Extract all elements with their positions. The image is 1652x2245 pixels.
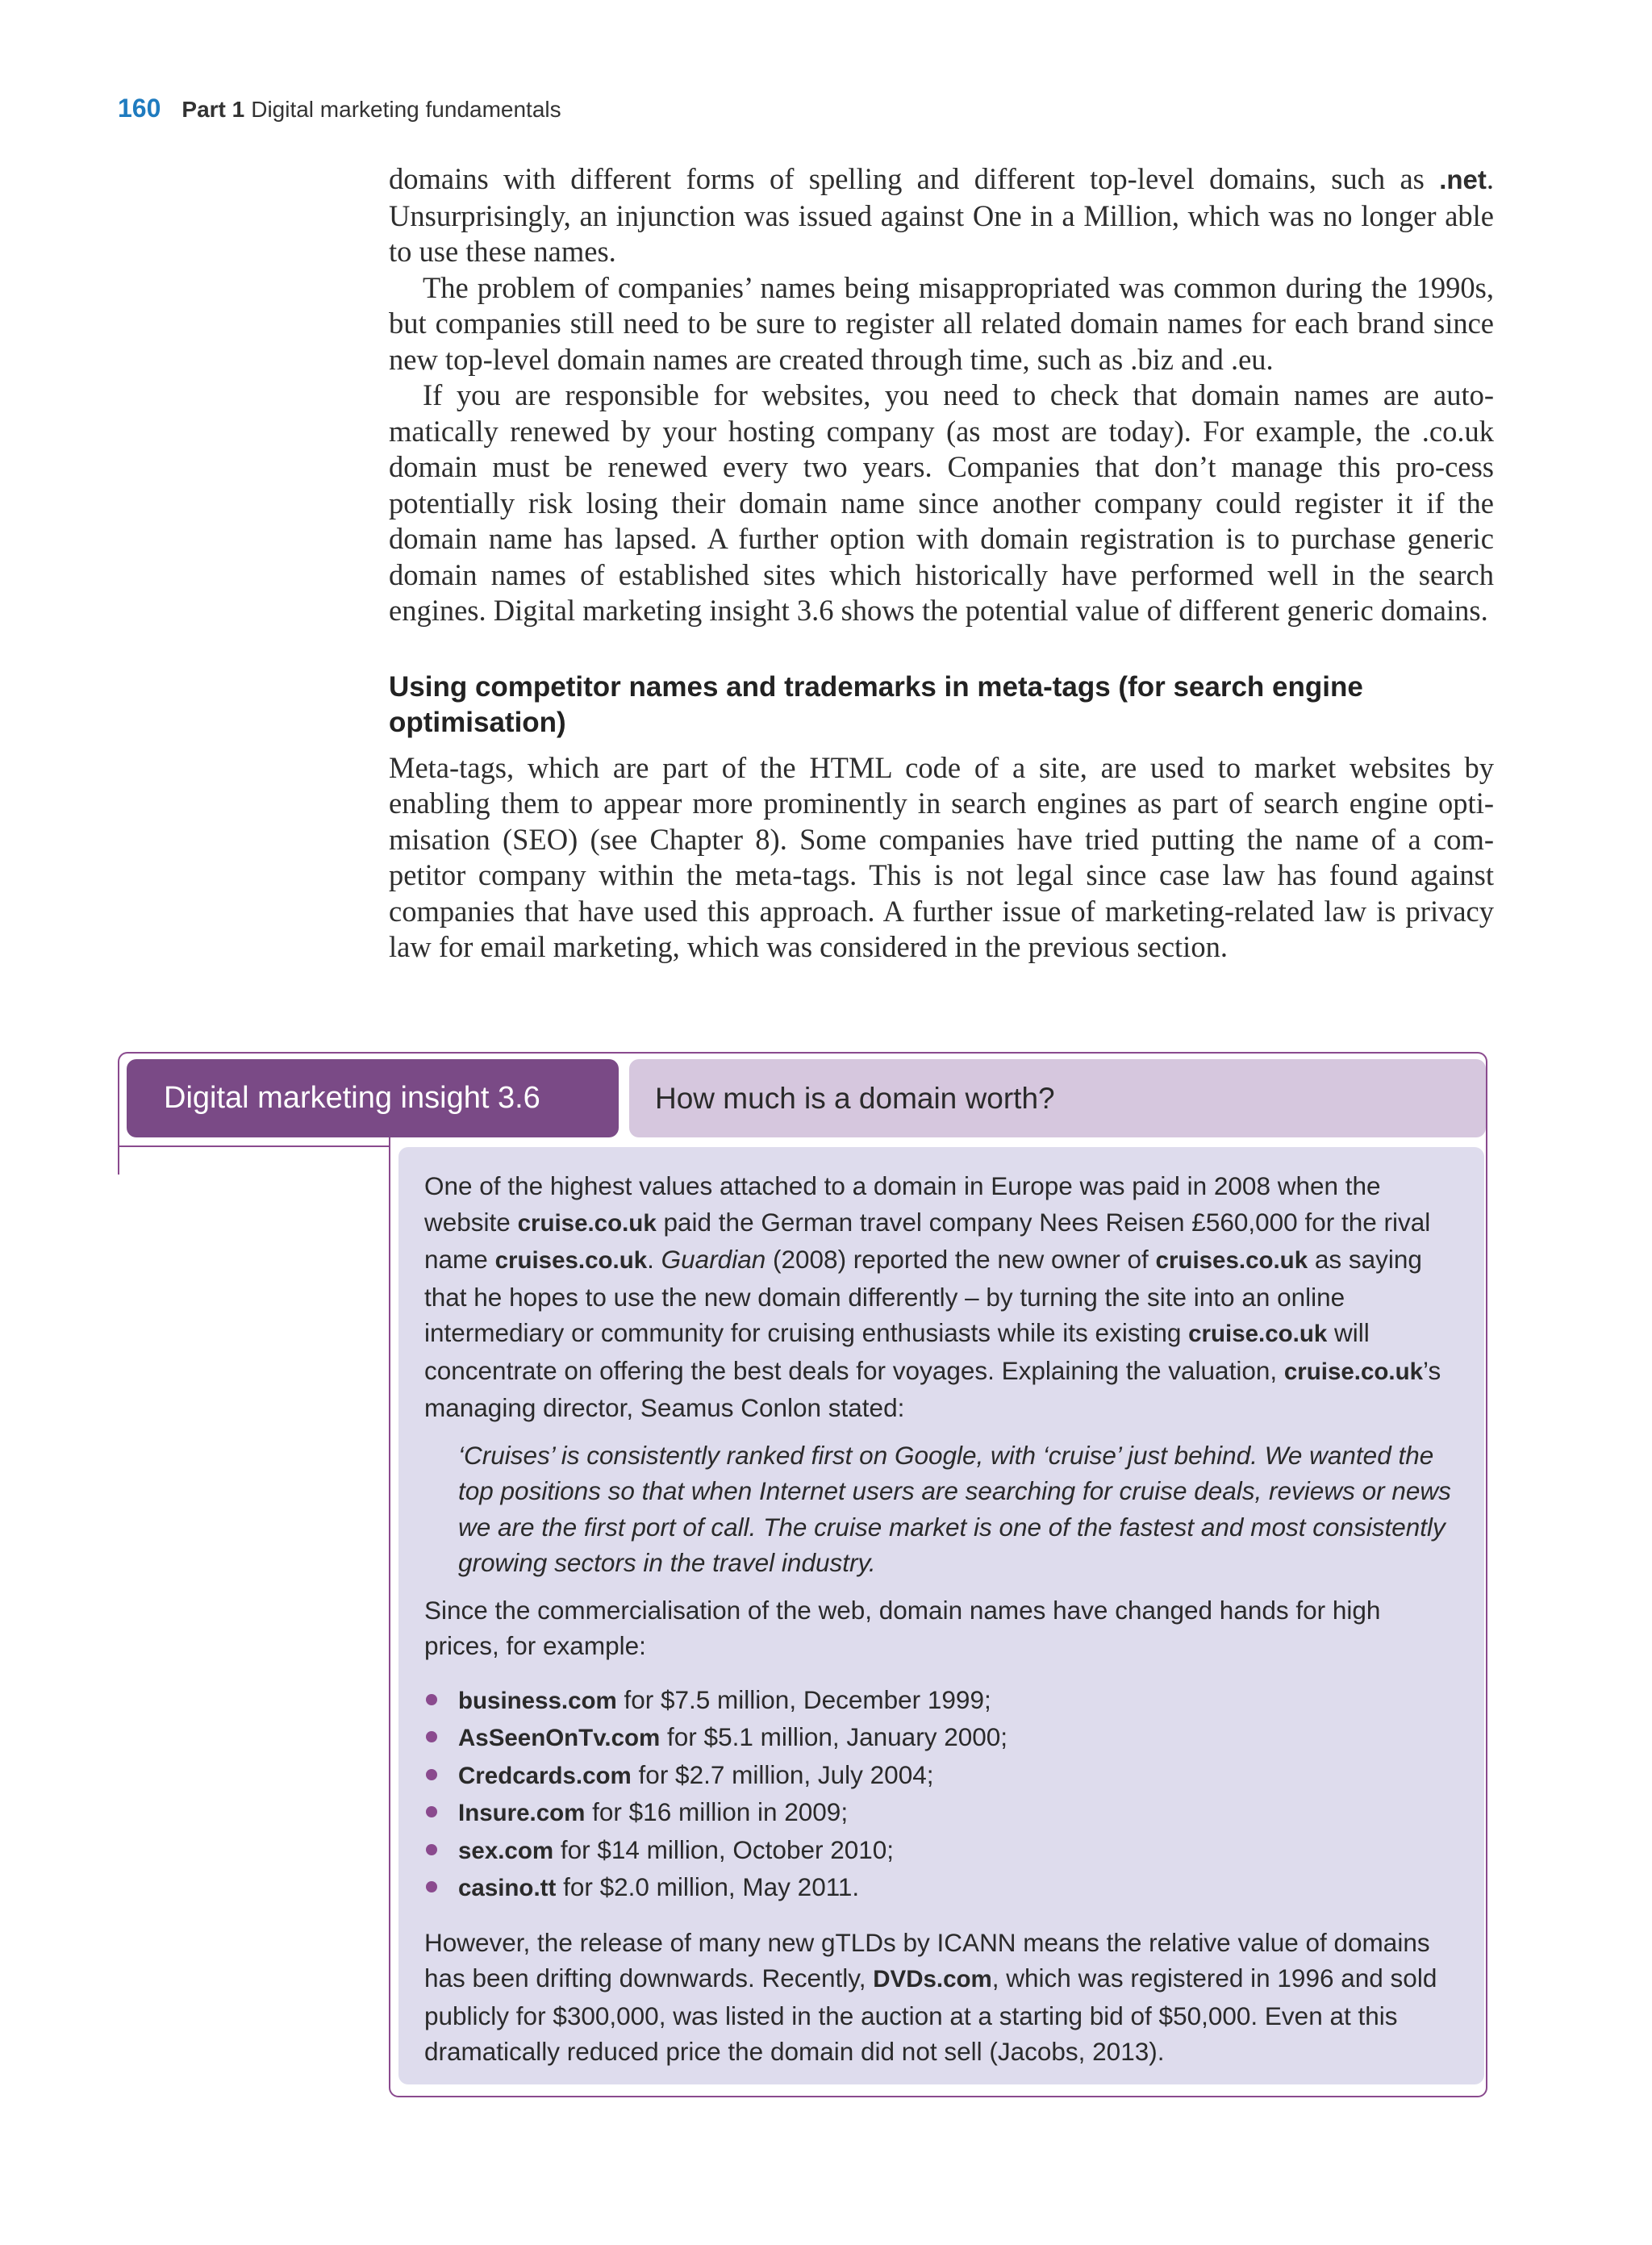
insight-paragraph: Since the commercialisation of the web, domain names have changed hands for high prices, for example: bbox=[424, 1595, 1381, 1660]
paragraph: If you are responsible for websites, you need to check that domain names are auto-matically renewed by your hosting company (as most are today). For example, the .co.uk domain must be renewed every two years. Companies that don’t manage this pro-cess potentially risk losing their domain name since another company could register it if the domain name has lapsed. A further option with domain registration is to purchase generic domain names of established sites which historically have performed well in the search engines. Digital marketing insight 3.6 shows the potential value of different generic domains. bbox=[389, 378, 1494, 627]
bullet-icon bbox=[426, 1844, 437, 1855]
part-label: Part 1 bbox=[181, 97, 245, 122]
domain-name: cruises.co.uk bbox=[494, 1247, 648, 1274]
list-item: casino.tt for $2.0 million, May 2011. bbox=[424, 1869, 1458, 1907]
paragraph: Meta-tags, which are part of the HTML code of a site, are used to market websites by enabling them to appear more prominently in search engines as part of search engine opti-misation (SEO) (see Chapter 8). Some companies have tried putting the name of a com-petitor company within the meta-tags. This is not legal since case law has found against companies that have used this approach. A further issue of marketing-related law is privacy law for email marketing, which was considered in the previous section. bbox=[389, 750, 1494, 963]
list-item: AsSeenOnTv.com for $5.1 million, January 2000; bbox=[424, 1719, 1458, 1757]
list-item: business.com for $7.5 million, December 1999; bbox=[424, 1682, 1458, 1720]
domain-sales-list bbox=[424, 1682, 1458, 1907]
running-head bbox=[118, 94, 561, 123]
list-item: Credcards.com for $2.7 million, July 2004; bbox=[424, 1757, 1458, 1795]
domain-name: cruise.co.uk bbox=[517, 1209, 657, 1237]
part-title: Digital marketing fundamentals bbox=[251, 97, 561, 122]
insight-paragraph: One of the highest values attached to a domain in Europe was paid in 2008 when the website cruise.co.uk paid the German travel company Nees Reisen £560,000 for the rival name cruises.co.uk. Guardian (2008) reported the new owner of cruises.co.uk as saying that he hopes to use the new domain differently – by turning the site into an online intermediary or community for cruising enthusiasts while its existing cruise.co.uk will concentrate on offering the best deals for voyages. Explaining the valuation, cruise.co.uk’s managing director, Seamus Conlon stated: bbox=[424, 1171, 1441, 1422]
bullet-icon bbox=[426, 1806, 437, 1817]
bullet-icon bbox=[426, 1881, 437, 1892]
domain-name: DVDs.com bbox=[873, 1966, 992, 1993]
paragraph: domains with different forms of spelling and different top-level domains, such as .net. Unsurprisingly, an injunction was issued against One in a Million, which was no longer able to use these names. bbox=[389, 162, 1494, 268]
domain-extension: .net bbox=[1439, 165, 1487, 194]
page-number: 160 bbox=[118, 94, 161, 123]
bullet-icon bbox=[426, 1731, 437, 1742]
insight-label: Digital marketing insight 3.6 bbox=[127, 1059, 619, 1137]
quotation: ‘Cruises’ is consistently ranked first on Google, with ‘cruise’ just behind. We wanted the top positions so that when Internet users are searching for cruise deals, reviews or news we are the first port of call. The cruise market is one of the fastest and most consistently growing sectors in the travel industry. bbox=[458, 1440, 1451, 1577]
insight-body bbox=[398, 1147, 1484, 2084]
insight-box-frame-joint bbox=[118, 1137, 389, 1147]
bullet-icon bbox=[426, 1769, 437, 1780]
section-heading: Using competitor names and trademarks in meta-tags (for search engine optimisation) bbox=[389, 670, 1363, 738]
list-item: sex.com for $14 million, October 2010; bbox=[424, 1832, 1458, 1870]
main-text bbox=[389, 161, 1494, 966]
paragraph: The problem of companies’ names being misappropriated was common during the 1990s, but companies still need to be sure to register all related domain names for each brand since new top-level domain names are created through time, such as .biz and .eu. bbox=[389, 270, 1494, 376]
bullet-icon bbox=[426, 1694, 437, 1705]
list-item: Insure.com for $16 million in 2009; bbox=[424, 1794, 1458, 1832]
domain-name: cruise.co.uk bbox=[1283, 1358, 1424, 1385]
source-name: Guardian bbox=[661, 1245, 766, 1274]
insight-paragraph: However, the release of many new gTLDs by ICANN means the relative value of domains has been drifting downwards. Recently, DVDs.com, which was registered in 1996 and sold publicly for $300,000, was listed in the auction at a starting bid of $50,000. Even at this dramatically reduced price the domain did not sell (Jacobs, 2013). bbox=[424, 1927, 1437, 2066]
domain-name: cruise.co.uk bbox=[1188, 1321, 1328, 1347]
insight-title: How much is a domain worth? bbox=[629, 1059, 1486, 1137]
domain-name: cruises.co.uk bbox=[1155, 1247, 1308, 1274]
